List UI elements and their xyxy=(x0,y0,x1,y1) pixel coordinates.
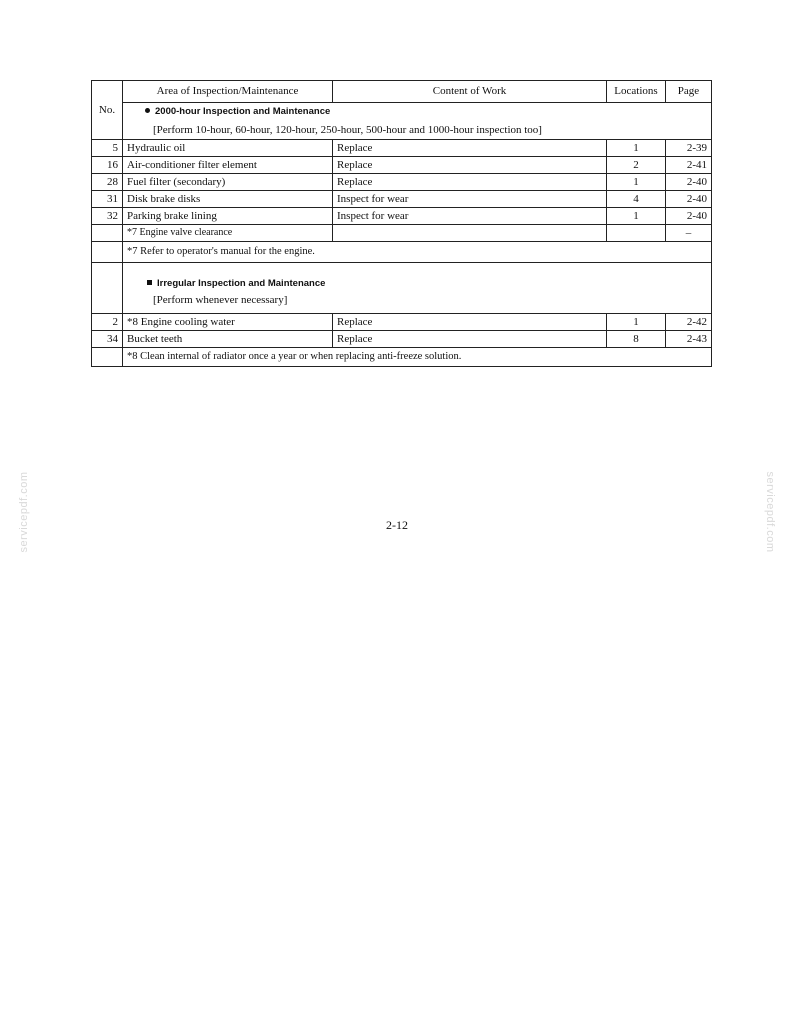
cell-page: 2-40 xyxy=(666,174,712,191)
cell-locations: 2 xyxy=(607,157,666,174)
cell-no: 2 xyxy=(92,314,123,331)
table-row xyxy=(92,314,712,331)
header-page: Page xyxy=(666,81,712,103)
cell-area: *8 Engine cooling water xyxy=(123,314,333,331)
cell-page: – xyxy=(666,225,712,242)
cell-area: Air-conditioner filter element xyxy=(123,157,333,174)
cell-work: Replace xyxy=(333,331,607,348)
cell-locations: 1 xyxy=(607,208,666,225)
cell-page: 2-39 xyxy=(666,140,712,157)
header-content: Content of Work xyxy=(333,81,607,103)
table-row xyxy=(92,174,712,191)
footnote-row xyxy=(92,242,712,263)
header-area: Area of Inspection/Maintenance xyxy=(123,81,333,103)
cell-area: *7 Engine valve clearance xyxy=(123,225,333,242)
cell-locations xyxy=(607,225,666,242)
section-header-2000h xyxy=(92,103,712,140)
table-row xyxy=(92,140,712,157)
table-row xyxy=(92,208,712,225)
footnote-7: *7 Refer to operator's manual for the engine. xyxy=(123,242,712,263)
cell-area: Parking brake lining xyxy=(123,208,333,225)
cell-page: 2-41 xyxy=(666,157,712,174)
cell-area: Hydraulic oil xyxy=(123,140,333,157)
cell-no: 34 xyxy=(92,331,123,348)
page-number: 2-12 xyxy=(386,518,408,532)
bullet-icon xyxy=(145,108,150,113)
cell-no: 28 xyxy=(92,174,123,191)
table-row xyxy=(92,191,712,208)
section-title: Irregular Inspection and Maintenance xyxy=(157,278,326,289)
cell-work xyxy=(333,225,607,242)
cell-no: 32 xyxy=(92,208,123,225)
footnote-row xyxy=(92,348,712,367)
watermark-right: servicepdf.com xyxy=(764,471,776,553)
section-subtitle: [Perform 10-hour, 60-hour, 120-hour, 250-hour, 500-hour and 1000-hour inspection too] xyxy=(153,124,542,136)
cell-no xyxy=(92,225,123,242)
cell-locations: 1 xyxy=(607,314,666,331)
table-row xyxy=(92,157,712,174)
cell-no: 5 xyxy=(92,140,123,157)
cell-work: Replace xyxy=(333,157,607,174)
table-row xyxy=(92,225,712,242)
watermark-left: servicepdf.com xyxy=(18,471,30,553)
header-locations: Locations xyxy=(607,81,666,103)
table-header-row xyxy=(92,81,712,103)
cell-page: 2-42 xyxy=(666,314,712,331)
section-subtitle: [Perform whenever necessary] xyxy=(153,294,288,306)
cell-page: 2-40 xyxy=(666,208,712,225)
table-row xyxy=(92,331,712,348)
cell-locations: 1 xyxy=(607,140,666,157)
cell-area: Fuel filter (secondary) xyxy=(123,174,333,191)
cell-work: Replace xyxy=(333,314,607,331)
cell-locations: 4 xyxy=(607,191,666,208)
header-no: No. xyxy=(92,81,123,140)
cell-area: Disk brake disks xyxy=(123,191,333,208)
maintenance-table xyxy=(91,80,712,367)
cell-work: Inspect for wear xyxy=(333,191,607,208)
section-header-irregular xyxy=(92,263,712,314)
cell-page: 2-43 xyxy=(666,331,712,348)
cell-area: Bucket teeth xyxy=(123,331,333,348)
cell-no: 16 xyxy=(92,157,123,174)
cell-work: Replace xyxy=(333,140,607,157)
cell-page: 2-40 xyxy=(666,191,712,208)
cell-work: Replace xyxy=(333,174,607,191)
section-title: 2000-hour Inspection and Maintenance xyxy=(155,106,331,117)
footnote-8: *8 Clean internal of radiator once a year or when replacing anti-freeze solution. xyxy=(123,348,712,367)
cell-locations: 8 xyxy=(607,331,666,348)
cell-no: 31 xyxy=(92,191,123,208)
cell-work: Inspect for wear xyxy=(333,208,607,225)
bullet-icon xyxy=(147,280,152,285)
cell-locations: 1 xyxy=(607,174,666,191)
